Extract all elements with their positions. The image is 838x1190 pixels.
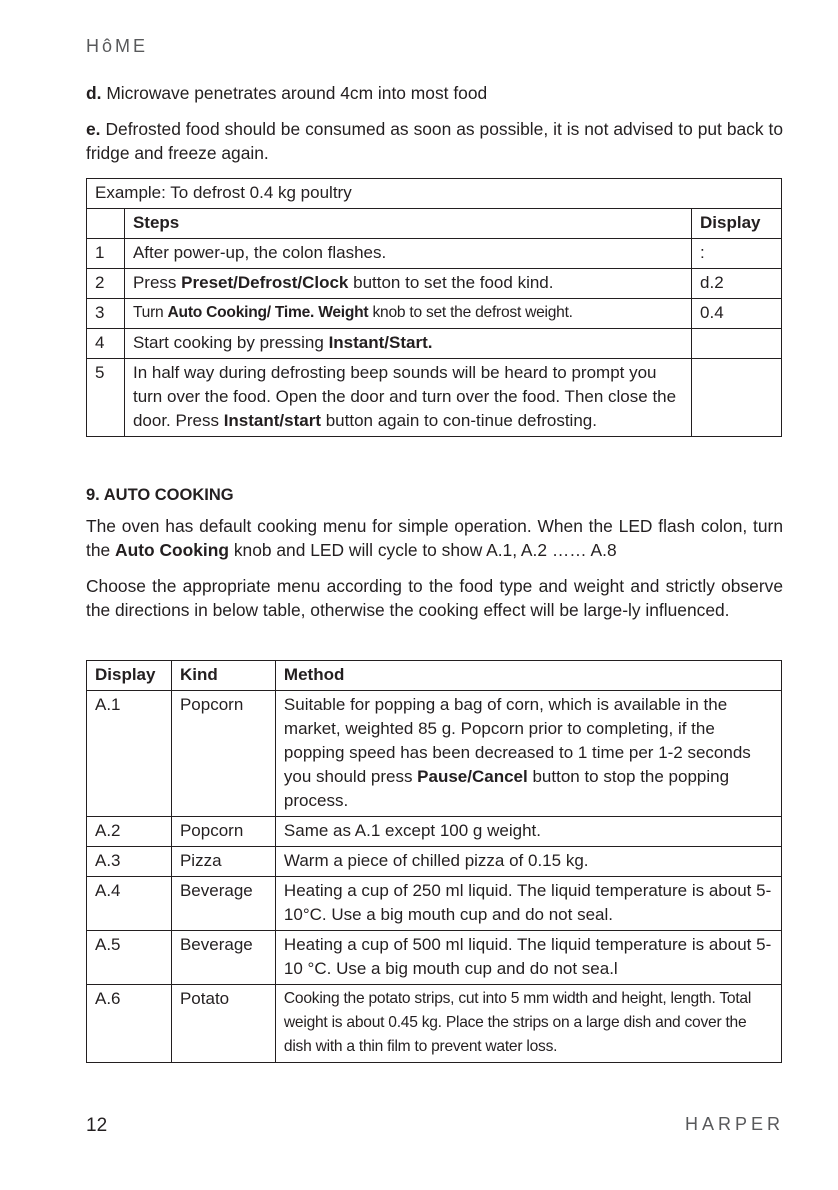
step-text-bold: Instant/Start. bbox=[328, 333, 433, 352]
method-text-pre: Cooking the potato strips, cut into 5 mm width and height, length. Total weight is about 0.45 kg. Place the strips on a large dish and cover the dish with a thin film to prevent water loss. bbox=[283, 990, 752, 1055]
method-text-pre: Warm a piece of chilled pizza of 0.15 kg. bbox=[283, 851, 589, 870]
step-display bbox=[692, 329, 782, 359]
menu-kind: Popcorn bbox=[171, 817, 275, 847]
column-header-kind: Kind bbox=[171, 661, 275, 691]
column-header-display: Display bbox=[692, 209, 782, 239]
step-text-bold: Instant/start bbox=[223, 411, 321, 430]
menu-method bbox=[275, 691, 781, 817]
table-row bbox=[87, 847, 782, 877]
method-text-pre: Same as A.1 except 100 g weight. bbox=[283, 821, 541, 840]
column-header-display: Display bbox=[87, 661, 172, 691]
home-logo: HôME bbox=[86, 36, 149, 56]
step-number: 4 bbox=[87, 329, 125, 359]
step-display: 0.4 bbox=[692, 299, 782, 329]
step-display: : bbox=[692, 239, 782, 269]
paragraph-text-bold: Auto Cooking bbox=[115, 540, 229, 560]
step-text bbox=[124, 329, 691, 359]
page-number: 12 bbox=[86, 1115, 108, 1136]
menu-kind: Potato bbox=[171, 985, 275, 1063]
table-row bbox=[87, 239, 782, 269]
item-text: Microwave penetrates around 4cm into most food bbox=[106, 83, 488, 103]
menu-display-code: A.6 bbox=[87, 985, 172, 1063]
step-text-pre: Press bbox=[132, 273, 182, 292]
auto-cooking-paragraph-1 bbox=[86, 514, 783, 562]
auto-cooking-menu-table bbox=[86, 660, 782, 1063]
step-text-post: button again to con-tinue defrosting. bbox=[320, 411, 597, 430]
brand-logo: HARPER bbox=[684, 1114, 784, 1134]
menu-kind: Beverage bbox=[171, 877, 275, 931]
paragraph-text-post: knob and LED will cycle to show A.1, A.2 …… A.8 bbox=[229, 540, 617, 560]
method-text-pre: Heating a cup of 250 ml liquid. The liquid temperature is about 5-10°C. Use a big mouth cup and do not seal. bbox=[283, 881, 772, 924]
menu-method bbox=[275, 877, 781, 931]
table-row bbox=[87, 691, 782, 817]
menu-display-code: A.5 bbox=[87, 931, 172, 985]
column-header-steps: Steps bbox=[124, 209, 691, 239]
step-text-pre: In half way during defrosting beep sounds will be heard to prompt you turn over the food. Open the door and turn over the food. Then close the door. Press bbox=[132, 363, 677, 430]
table-title: Example: To defrost 0.4 kg poultry bbox=[87, 179, 782, 209]
intro-item-d bbox=[86, 81, 783, 105]
method-text-pre: Heating a cup of 500 ml liquid. The liquid temperature is about 5-10 °C. Use a big mouth cup and do not sea.l bbox=[283, 935, 772, 978]
menu-display-code: A.3 bbox=[87, 847, 172, 877]
menu-kind: Beverage bbox=[171, 931, 275, 985]
method-text-pre: Suitable for popping a bag of corn, which is available in the market, weighted 85 g. Popcorn prior to completing, if the popping speed has been decreased to 1 time per 1-2 seconds you should press bbox=[283, 695, 751, 786]
table-row bbox=[87, 359, 782, 437]
table-row bbox=[87, 877, 782, 931]
table-row bbox=[87, 269, 782, 299]
step-text bbox=[124, 239, 691, 269]
menu-kind: Pizza bbox=[171, 847, 275, 877]
table-row bbox=[87, 985, 782, 1063]
step-text-pre: Start cooking by pressing bbox=[132, 333, 329, 352]
menu-display-code: A.4 bbox=[87, 877, 172, 931]
menu-display-code: A.2 bbox=[87, 817, 172, 847]
step-text-post: button to set the food kind. bbox=[348, 273, 554, 292]
column-header-method: Method bbox=[275, 661, 781, 691]
auto-cooking-paragraph-2: Choose the appropriate menu according to the food type and weight and strictly observe the directions in below table, otherwise the cooking effect will be large-ly influenced. bbox=[86, 576, 783, 620]
menu-method bbox=[275, 931, 781, 985]
step-number: 2 bbox=[87, 269, 125, 299]
step-display bbox=[692, 359, 782, 437]
table-title-row bbox=[87, 179, 782, 209]
defrost-example-table bbox=[86, 178, 782, 437]
step-text-bold: Preset/Defrost/Clock bbox=[181, 273, 349, 292]
step-text-pre: Turn bbox=[132, 304, 168, 321]
column-header-num bbox=[87, 209, 125, 239]
step-number: 3 bbox=[87, 299, 125, 329]
step-text bbox=[124, 269, 691, 299]
menu-method bbox=[275, 847, 781, 877]
item-label: e. bbox=[86, 119, 101, 139]
step-text bbox=[124, 299, 691, 329]
step-text-bold: Auto Cooking/ Time. Weight bbox=[167, 304, 369, 321]
item-text: Defrosted food should be consumed as soon as possible, it is not advised to put back to fridge and freeze again. bbox=[86, 119, 783, 163]
intro-item-e bbox=[86, 117, 783, 165]
table-header-row bbox=[87, 209, 782, 239]
step-number: 1 bbox=[87, 239, 125, 269]
method-text-post: button to stop the popping process. bbox=[283, 767, 730, 810]
step-text bbox=[124, 359, 691, 437]
step-display: d.2 bbox=[692, 269, 782, 299]
table-row bbox=[87, 817, 782, 847]
menu-method bbox=[275, 985, 781, 1063]
step-text-pre: After power-up, the colon flashes. bbox=[132, 243, 387, 262]
item-label: d. bbox=[86, 83, 102, 103]
table-row bbox=[87, 329, 782, 359]
table-row bbox=[87, 299, 782, 329]
step-number: 5 bbox=[87, 359, 125, 437]
section-heading: 9. AUTO COOKING bbox=[86, 486, 234, 504]
menu-display-code: A.1 bbox=[87, 691, 172, 817]
table-row bbox=[87, 931, 782, 985]
menu-kind: Popcorn bbox=[171, 691, 275, 817]
paragraph-text-pre: The oven has default cooking menu for simple operation. When the LED flash colon, turn the bbox=[86, 516, 783, 560]
menu-method bbox=[275, 817, 781, 847]
method-text-bold: Pause/Cancel bbox=[417, 767, 528, 786]
table-header-row bbox=[87, 661, 782, 691]
step-text-post: knob to set the defrost weight. bbox=[368, 304, 573, 321]
